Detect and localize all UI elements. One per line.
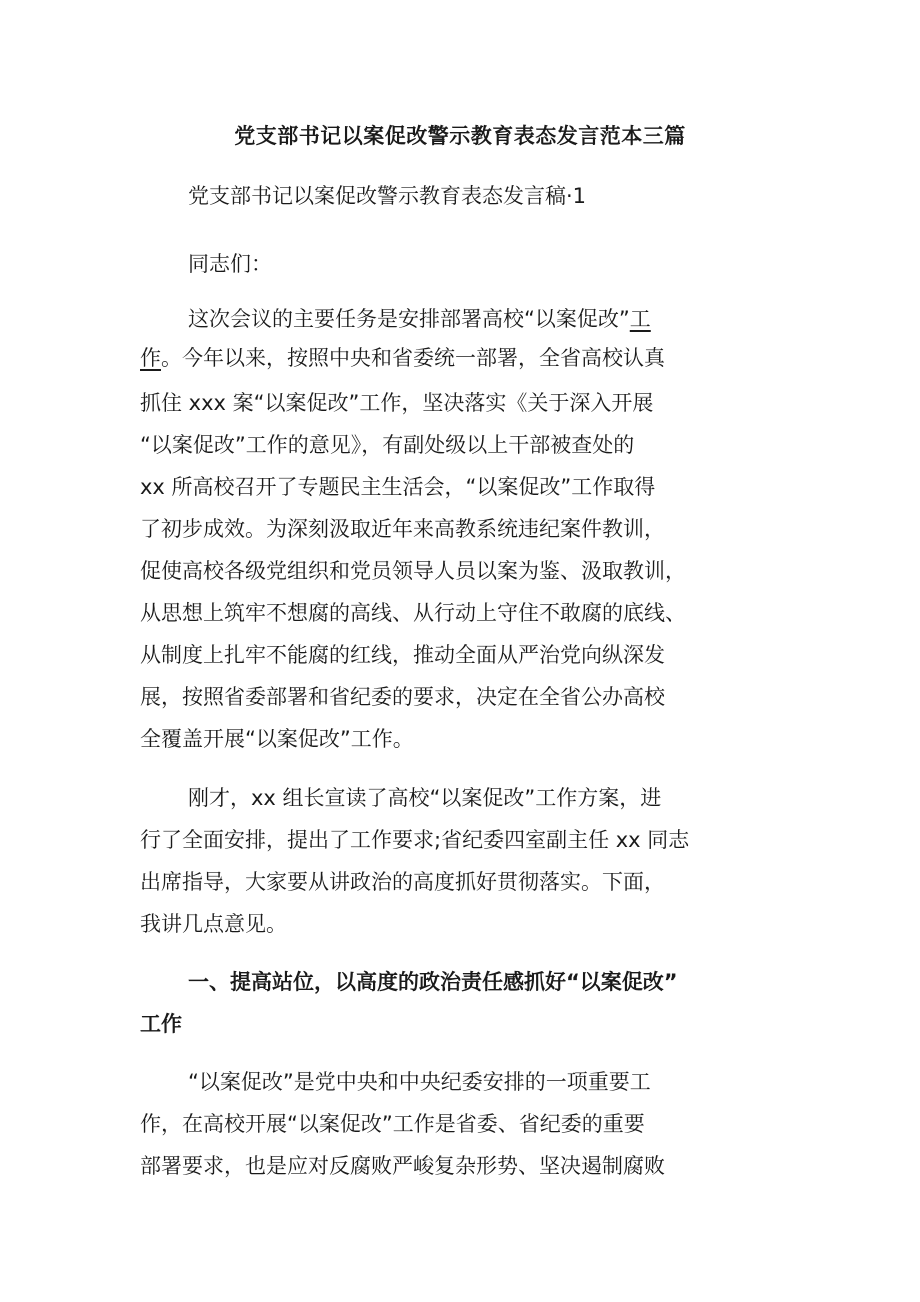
underlined-text: 作 (140, 346, 161, 370)
paragraph-line: 作，在高校开展“以案促改”工作是省委、省纪委的重要 (140, 1112, 645, 1136)
paragraph-line: 刚才，xx 组长宣读了高校“以案促改”工作方案，进 (188, 786, 662, 810)
document-title: 党支部书记以案促改警示教育表态发言范本三篇 (234, 124, 686, 148)
paragraph-line: “以案促改”是党中央和中央纪委安排的一项重要工 (188, 1070, 651, 1094)
paragraph-line: 全覆盖开展“以案促改”工作。 (140, 727, 414, 751)
paragraph-line: 我讲几点意见。 (140, 912, 287, 936)
paragraph-line: 了初步成效。为深刻汲取近年来高教系统违纪案件教训， (140, 517, 665, 541)
paragraph-line: 促使高校各级党组织和党员领导人员以案为鉴、汲取教训， (140, 559, 686, 583)
section-heading: 工作 (140, 1012, 182, 1036)
paragraph-text: 这次会议的主要任务是安排部署高校“以案促改” (188, 307, 630, 331)
paragraph-text: 。今年以来，按照中央和省委统一部署，全省高校认真 (161, 346, 665, 370)
paragraph-line: 从制度上扎牢不能腐的红线，推动全面从严治党向纵深发 (140, 643, 665, 667)
underlined-text: 工 (629, 307, 651, 331)
document-subtitle: 党支部书记以案促改警示教育表态发言稿·1 (188, 184, 587, 208)
greeting: 同志们： (188, 252, 272, 276)
paragraph-line: 部署要求，也是应对反腐败严峻复杂形势、坚决遏制腐败 (140, 1154, 665, 1178)
paragraph-line: 行了全面安排，提出了工作要求;省纪委四室副主任 xx 同志 (140, 828, 690, 852)
paragraph-line (188, 299, 651, 339)
paragraph-line: 从思想上筑牢不想腐的高线、从行动上守住不敢腐的底线、 (140, 601, 686, 625)
paragraph-line: 展，按照省委部署和省纪委的要求，决定在全省公办高校 (140, 685, 665, 709)
paragraph-line (140, 338, 665, 378)
paragraph-line: “以案促改”工作的意见》，有副处级以上干部被查处的 (140, 433, 635, 457)
paragraph-line: 出席指导，大家要从讲政治的高度抓好贯彻落实。下面， (140, 870, 665, 894)
paragraph-line: xx 所高校召开了专题民主生活会，“以案促改”工作取得 (140, 475, 656, 499)
paragraph-line: 抓住 xxx 案“以案促改”工作，坚决落实《关于深入开展 (140, 391, 654, 415)
section-heading: 一、提高站位，以高度的政治责任感抓好“以案促改” (188, 970, 678, 994)
